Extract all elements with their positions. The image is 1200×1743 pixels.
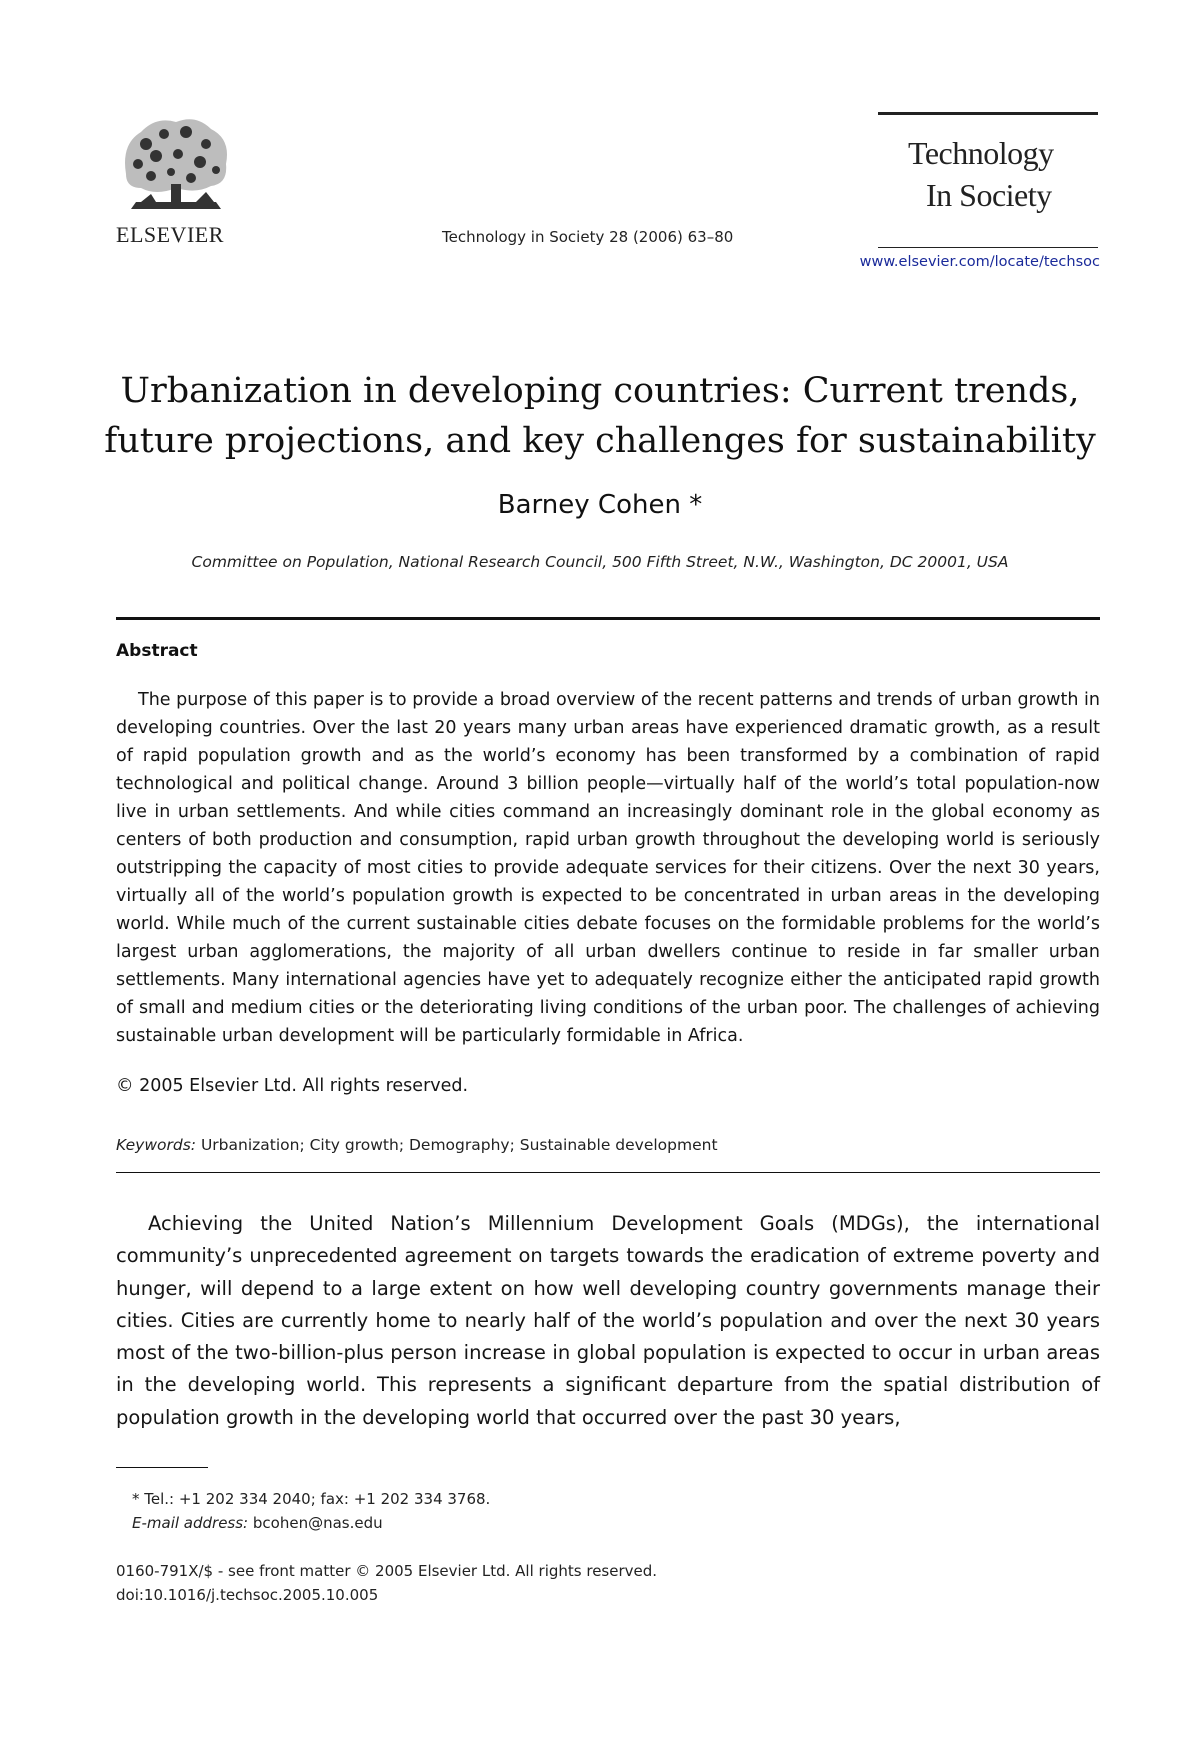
journal-url-link[interactable]: www.elsevier.com/locate/techsoc	[859, 254, 1100, 270]
abstract-text: The purpose of this paper is to provide a broad overview of the recent patterns and trends of urban growth in developing countries. Over the last 20 years many urban areas have experienced dramatic growth, as a result of rapid population growth and as the world’s economy has been transformed by a combination of rapid technological and political change. Around 3 billion people—virtually half of the world’s total population-now live in urban settlements. And while cities command an increasingly dominant role in the global economy as centers of both production and consumption, rapid urban growth throughout the developing world is seriously outstripping the capacity of most cities to provide adequate services for their citizens. Over the next 30 years, virtually all of the world’s population growth is expected to be concentrated in urban areas in the developing world. While much of the current sustainable cities debate focuses on the formidable problems for the world’s largest urban agglomerations, the majority of all urban dwellers continue to reside in far smaller urban settlements. Many international agencies have yet to adequately recognize either the anticipated rapid growth of small and medium cities or the deteriorating living conditions of the urban poor. The challenges of achieving sustainable urban development will be particularly formidable in Africa.	[116, 690, 1100, 1046]
keywords	[116, 1136, 1100, 1154]
journal-title-line1: Technology	[908, 135, 1054, 171]
title-line-1: Urbanization in developing countries: Current trends,	[120, 371, 1080, 411]
author-affiliation: Committee on Population, National Research Council, 500 Fifth Street, N.W., Washington, DC 20001, USA	[191, 553, 1009, 571]
title-line-2: future projections, and key challenges for sustainability	[104, 421, 1096, 461]
footnote	[132, 1487, 490, 1535]
issn-line: 0160-791X/$ - see front matter © 2005 Elsevier Ltd. All rights reserved.	[116, 1562, 658, 1580]
divider-thin	[116, 1172, 1100, 1173]
article-title	[100, 366, 1100, 466]
front-matter	[116, 1559, 657, 1607]
email-address-link[interactable]: bcohen@nas.edu	[252, 1514, 383, 1532]
email-label: E-mail address:	[132, 1514, 249, 1532]
publisher-name: ELSEVIER	[116, 222, 224, 247]
author-name: Barney Cohen *	[497, 490, 703, 520]
abstract-copyright: © 2005 Elsevier Ltd. All rights reserved.	[116, 1076, 469, 1096]
keywords-label: Keywords:	[116, 1136, 196, 1154]
footnote-email-line	[132, 1511, 490, 1535]
journal-title-line2: In Society	[926, 177, 1052, 213]
footnote-contact: * Tel.: +1 202 334 2040; fax: +1 202 334 3768.	[132, 1490, 491, 1508]
divider-thick	[116, 617, 1100, 620]
journal-citation: Technology in Society 28 (2006) 63–80	[442, 228, 734, 246]
body-paragraph: Achieving the United Nation’s Millennium Development Goals (MDGs), the international community’s unprecedented agreement on targets towards the eradication of extreme poverty and hunger, will depend to a large extent on how well developing country governments manage their cities. Cities are currently home to nearly half of the world’s population and over the next 30 years most of the two-billion-plus person increase in global population is expected to occur in urban areas in the developing world. This represents a significant departure from the spatial distribution of population growth in the developing world that occurred over the past 30 years,	[116, 1212, 1100, 1429]
journal-masthead	[878, 112, 1098, 248]
doi-link[interactable]: doi:10.1016/j.techsoc.2005.10.005	[116, 1586, 379, 1604]
footnote-divider	[116, 1467, 208, 1468]
abstract-heading: Abstract	[116, 641, 198, 661]
keywords-list: Urbanization; City growth; Demography; Sustainable development	[200, 1136, 718, 1154]
